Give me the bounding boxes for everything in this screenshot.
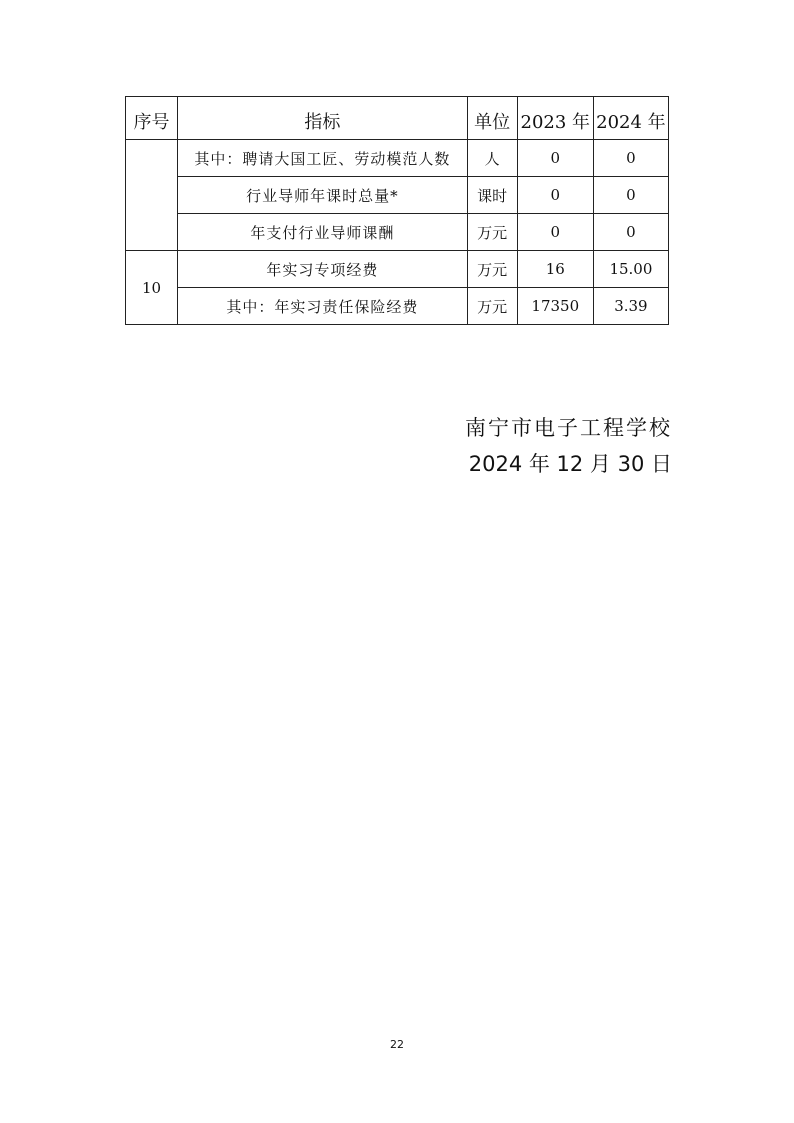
- indicator-cell: 其中：聘请大国工匠、劳动模范人数: [178, 140, 468, 177]
- signature-block: [465, 410, 672, 482]
- indicator-cell: 年实习专项经费: [178, 251, 468, 288]
- seq-cell: 10: [126, 251, 178, 325]
- indicator-cell: 行业导师年课时总量*: [178, 177, 468, 214]
- value-2024-cell: 0: [593, 177, 668, 214]
- table-row: [126, 214, 669, 251]
- header-indicator: 指标: [178, 97, 468, 140]
- header-2023: 2023 年: [517, 97, 593, 140]
- value-2024-cell: 0: [593, 140, 668, 177]
- value-2023-cell: 0: [517, 177, 593, 214]
- indicator-cell: 其中：年实习责任保险经费: [178, 288, 468, 325]
- table-header-row: [126, 97, 669, 140]
- value-2023-cell: 17350: [517, 288, 593, 325]
- value-2023-cell: 0: [517, 214, 593, 251]
- table-row: [126, 251, 669, 288]
- school-name: 南宁市电子工程学校: [465, 416, 672, 440]
- table-row: [126, 177, 669, 214]
- value-2024-cell: 15.00: [593, 251, 668, 288]
- table-row: [126, 288, 669, 325]
- value-2023-cell: 0: [517, 140, 593, 177]
- table-row: [126, 140, 669, 177]
- value-2024-cell: 3.39: [593, 288, 668, 325]
- header-unit: 单位: [467, 97, 517, 140]
- unit-cell: 万元: [467, 251, 517, 288]
- signature-date: 2024 年 12 月 30 日: [468, 452, 672, 476]
- unit-cell: 万元: [467, 288, 517, 325]
- seq-cell: [126, 140, 178, 251]
- unit-cell: 课时: [467, 177, 517, 214]
- indicator-cell: 年支付行业导师课酬: [178, 214, 468, 251]
- page-number: 22: [390, 1038, 404, 1051]
- unit-cell: 人: [467, 140, 517, 177]
- value-2024-cell: 0: [593, 214, 668, 251]
- header-seq: 序号: [126, 97, 178, 140]
- value-2023-cell: 16: [517, 251, 593, 288]
- header-2024: 2024 年: [593, 97, 668, 140]
- unit-cell: 万元: [467, 214, 517, 251]
- indicator-table: [125, 96, 669, 325]
